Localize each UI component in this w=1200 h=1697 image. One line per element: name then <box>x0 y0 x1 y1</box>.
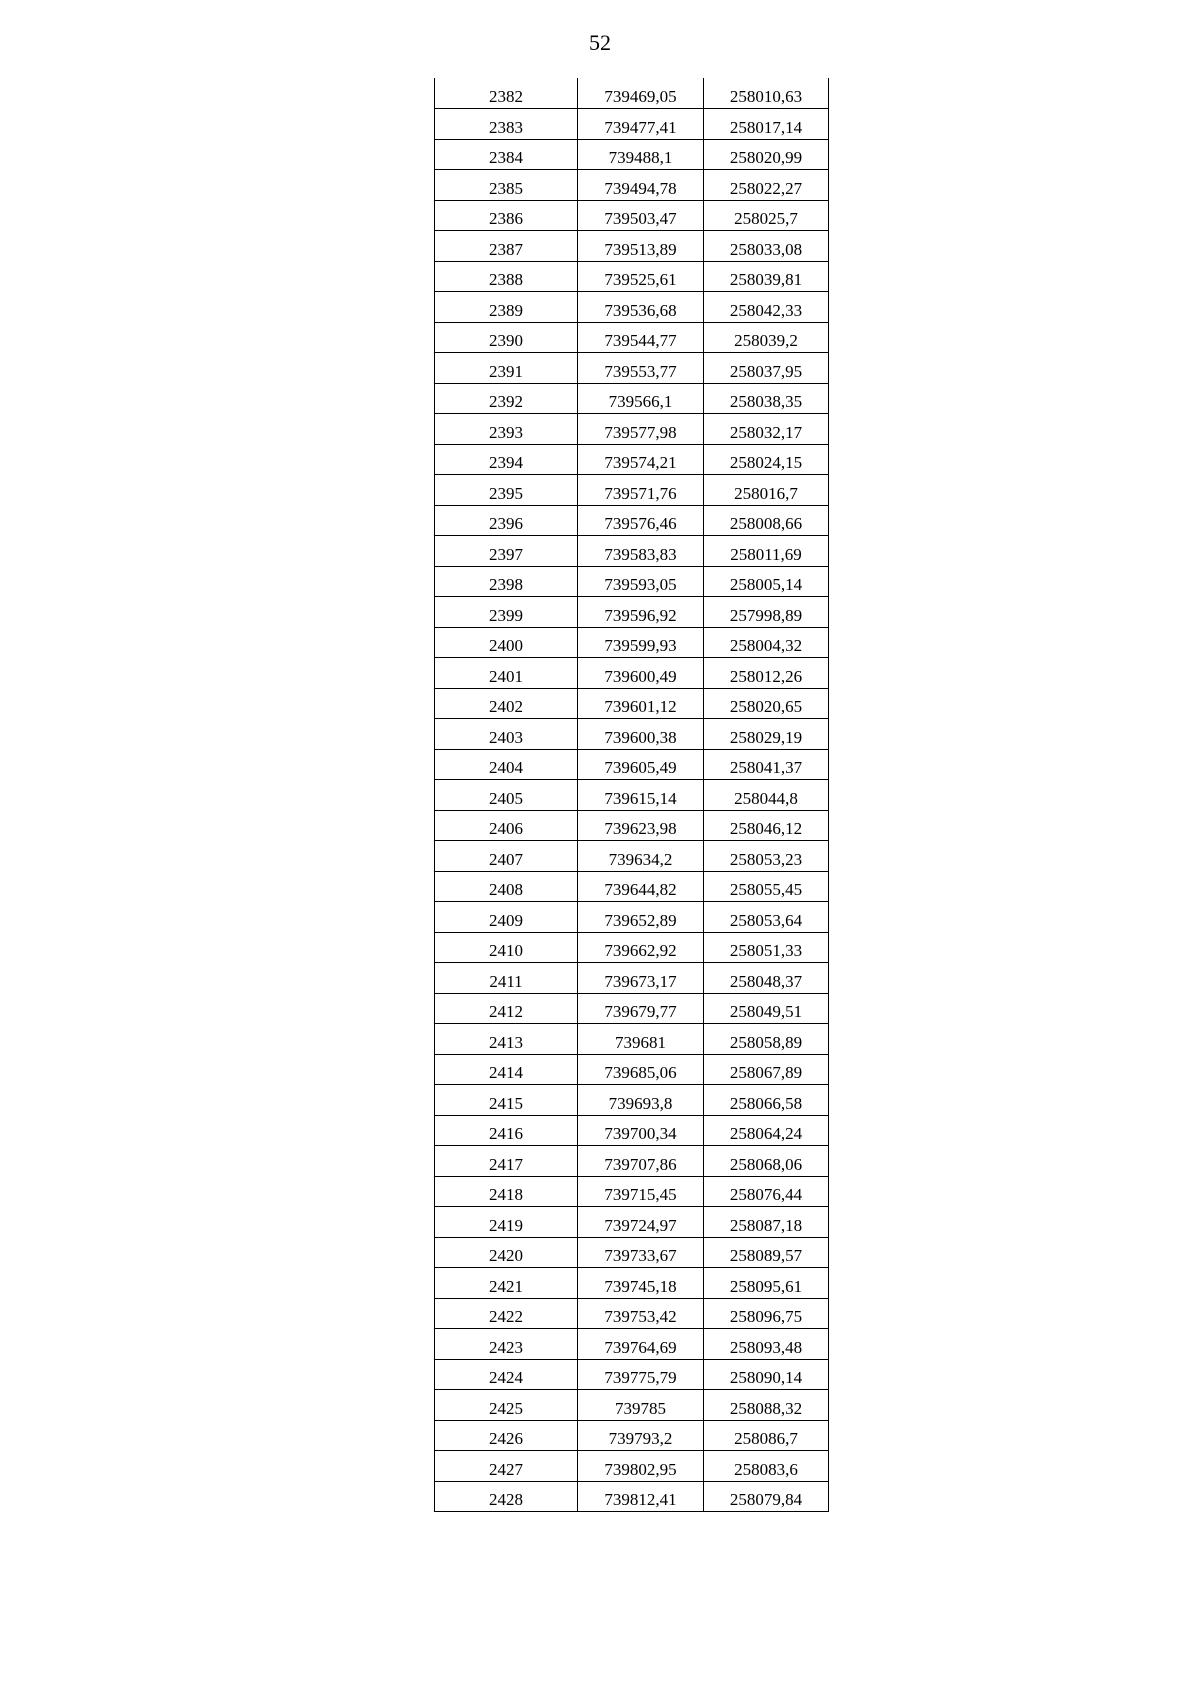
y-coordinate-cell: 258024,15 <box>704 444 829 475</box>
y-coordinate-cell: 258055,45 <box>704 871 829 902</box>
table-row <box>435 810 829 841</box>
point-number-cell: 2391 <box>435 353 578 384</box>
point-number-cell: 2416 <box>435 1115 578 1146</box>
table-row <box>435 963 829 994</box>
x-coordinate-cell: 739513,89 <box>578 231 704 262</box>
table-row <box>435 1237 829 1268</box>
y-coordinate-cell: 258017,14 <box>704 109 829 140</box>
y-coordinate-cell: 257998,89 <box>704 597 829 628</box>
table-row <box>435 688 829 719</box>
point-number-cell: 2396 <box>435 505 578 536</box>
table-row <box>435 261 829 292</box>
x-coordinate-cell: 739599,93 <box>578 627 704 658</box>
x-coordinate-cell: 739707,86 <box>578 1146 704 1177</box>
point-number-cell: 2390 <box>435 322 578 353</box>
point-number-cell: 2398 <box>435 566 578 597</box>
x-coordinate-cell: 739571,76 <box>578 475 704 506</box>
point-number-cell: 2393 <box>435 414 578 445</box>
y-coordinate-cell: 258044,8 <box>704 780 829 811</box>
point-number-cell: 2385 <box>435 170 578 201</box>
point-number-cell: 2387 <box>435 231 578 262</box>
table-row <box>435 1298 829 1329</box>
point-number-cell: 2400 <box>435 627 578 658</box>
point-number-cell: 2412 <box>435 993 578 1024</box>
table-row <box>435 536 829 567</box>
table-row <box>435 1146 829 1177</box>
point-number-cell: 2401 <box>435 658 578 689</box>
point-number-cell: 2394 <box>435 444 578 475</box>
x-coordinate-cell: 739673,17 <box>578 963 704 994</box>
point-number-cell: 2403 <box>435 719 578 750</box>
x-coordinate-cell: 739724,97 <box>578 1207 704 1238</box>
x-coordinate-cell: 739577,98 <box>578 414 704 445</box>
y-coordinate-cell: 258010,63 <box>704 78 829 109</box>
x-coordinate-cell: 739525,61 <box>578 261 704 292</box>
point-number-cell: 2427 <box>435 1451 578 1482</box>
point-number-cell: 2426 <box>435 1420 578 1451</box>
y-coordinate-cell: 258011,69 <box>704 536 829 567</box>
y-coordinate-cell: 258039,81 <box>704 261 829 292</box>
point-number-cell: 2415 <box>435 1085 578 1116</box>
point-number-cell: 2422 <box>435 1298 578 1329</box>
x-coordinate-cell: 739503,47 <box>578 200 704 231</box>
y-coordinate-cell: 258090,14 <box>704 1359 829 1390</box>
table-row <box>435 871 829 902</box>
table-row <box>435 627 829 658</box>
x-coordinate-cell: 739615,14 <box>578 780 704 811</box>
x-coordinate-cell: 739536,68 <box>578 292 704 323</box>
table-row <box>435 1054 829 1085</box>
point-number-cell: 2397 <box>435 536 578 567</box>
point-number-cell: 2382 <box>435 78 578 109</box>
y-coordinate-cell: 258012,26 <box>704 658 829 689</box>
table-row <box>435 1390 829 1421</box>
table-row <box>435 1176 829 1207</box>
x-coordinate-cell: 739605,49 <box>578 749 704 780</box>
x-coordinate-cell: 739488,1 <box>578 139 704 170</box>
x-coordinate-cell: 739745,18 <box>578 1268 704 1299</box>
y-coordinate-cell: 258053,64 <box>704 902 829 933</box>
y-coordinate-cell: 258008,66 <box>704 505 829 536</box>
y-coordinate-cell: 258041,37 <box>704 749 829 780</box>
y-coordinate-cell: 258064,24 <box>704 1115 829 1146</box>
table-row <box>435 1420 829 1451</box>
x-coordinate-cell: 739544,77 <box>578 322 704 353</box>
x-coordinate-cell: 739764,69 <box>578 1329 704 1360</box>
table-row <box>435 780 829 811</box>
y-coordinate-cell: 258020,65 <box>704 688 829 719</box>
table-row <box>435 109 829 140</box>
point-number-cell: 2421 <box>435 1268 578 1299</box>
table-row <box>435 993 829 1024</box>
table-row <box>435 658 829 689</box>
x-coordinate-cell: 739596,92 <box>578 597 704 628</box>
x-coordinate-cell: 739494,78 <box>578 170 704 201</box>
x-coordinate-cell: 739634,2 <box>578 841 704 872</box>
y-coordinate-cell: 258088,32 <box>704 1390 829 1421</box>
point-number-cell: 2404 <box>435 749 578 780</box>
x-coordinate-cell: 739802,95 <box>578 1451 704 1482</box>
table-row <box>435 139 829 170</box>
table-row <box>435 1115 829 1146</box>
table-row <box>435 170 829 201</box>
point-number-cell: 2411 <box>435 963 578 994</box>
y-coordinate-cell: 258025,7 <box>704 200 829 231</box>
table-row <box>435 902 829 933</box>
page-number: 52 <box>589 30 611 55</box>
x-coordinate-cell: 739652,89 <box>578 902 704 933</box>
x-coordinate-cell: 739812,41 <box>578 1481 704 1512</box>
table-row <box>435 231 829 262</box>
point-number-cell: 2388 <box>435 261 578 292</box>
point-number-cell: 2409 <box>435 902 578 933</box>
table-row <box>435 505 829 536</box>
point-number-cell: 2423 <box>435 1329 578 1360</box>
point-number-cell: 2418 <box>435 1176 578 1207</box>
point-number-cell: 2410 <box>435 932 578 963</box>
table-row <box>435 749 829 780</box>
point-number-cell: 2406 <box>435 810 578 841</box>
table-row <box>435 1329 829 1360</box>
y-coordinate-cell: 258051,33 <box>704 932 829 963</box>
table-row <box>435 78 829 109</box>
x-coordinate-cell: 739593,05 <box>578 566 704 597</box>
table-row <box>435 932 829 963</box>
y-coordinate-cell: 258068,06 <box>704 1146 829 1177</box>
y-coordinate-cell: 258037,95 <box>704 353 829 384</box>
point-number-cell: 2424 <box>435 1359 578 1390</box>
point-number-cell: 2425 <box>435 1390 578 1421</box>
x-coordinate-cell: 739700,34 <box>578 1115 704 1146</box>
table-row <box>435 322 829 353</box>
table-row <box>435 292 829 323</box>
x-coordinate-cell: 739600,49 <box>578 658 704 689</box>
x-coordinate-cell: 739693,8 <box>578 1085 704 1116</box>
y-coordinate-cell: 258032,17 <box>704 414 829 445</box>
x-coordinate-cell: 739553,77 <box>578 353 704 384</box>
y-coordinate-cell: 258039,2 <box>704 322 829 353</box>
point-number-cell: 2383 <box>435 109 578 140</box>
table-row <box>435 1085 829 1116</box>
x-coordinate-cell: 739477,41 <box>578 109 704 140</box>
x-coordinate-cell: 739785 <box>578 1390 704 1421</box>
table-row <box>435 1451 829 1482</box>
y-coordinate-cell: 258053,23 <box>704 841 829 872</box>
x-coordinate-cell: 739681 <box>578 1024 704 1055</box>
x-coordinate-cell: 739576,46 <box>578 505 704 536</box>
table-row <box>435 444 829 475</box>
point-number-cell: 2419 <box>435 1207 578 1238</box>
table-row <box>435 414 829 445</box>
x-coordinate-cell: 739623,98 <box>578 810 704 841</box>
coordinates-table <box>434 78 829 1512</box>
table-row <box>435 1359 829 1390</box>
table-row <box>435 475 829 506</box>
point-number-cell: 2407 <box>435 841 578 872</box>
table-row <box>435 383 829 414</box>
point-number-cell: 2414 <box>435 1054 578 1085</box>
x-coordinate-cell: 739469,05 <box>578 78 704 109</box>
point-number-cell: 2389 <box>435 292 578 323</box>
point-number-cell: 2384 <box>435 139 578 170</box>
point-number-cell: 2428 <box>435 1481 578 1512</box>
y-coordinate-cell: 258038,35 <box>704 383 829 414</box>
table-row <box>435 1207 829 1238</box>
table-row <box>435 200 829 231</box>
table-row <box>435 597 829 628</box>
table-row <box>435 353 829 384</box>
y-coordinate-cell: 258095,61 <box>704 1268 829 1299</box>
coordinates-table-body <box>435 78 829 1512</box>
x-coordinate-cell: 739662,92 <box>578 932 704 963</box>
x-coordinate-cell: 739685,06 <box>578 1054 704 1085</box>
y-coordinate-cell: 258093,48 <box>704 1329 829 1360</box>
x-coordinate-cell: 739715,45 <box>578 1176 704 1207</box>
y-coordinate-cell: 258022,27 <box>704 170 829 201</box>
table-row <box>435 1268 829 1299</box>
y-coordinate-cell: 258076,44 <box>704 1176 829 1207</box>
point-number-cell: 2413 <box>435 1024 578 1055</box>
table-row <box>435 1024 829 1055</box>
x-coordinate-cell: 739679,77 <box>578 993 704 1024</box>
x-coordinate-cell: 739775,79 <box>578 1359 704 1390</box>
x-coordinate-cell: 739583,83 <box>578 536 704 567</box>
y-coordinate-cell: 258020,99 <box>704 139 829 170</box>
y-coordinate-cell: 258004,32 <box>704 627 829 658</box>
y-coordinate-cell: 258067,89 <box>704 1054 829 1085</box>
y-coordinate-cell: 258086,7 <box>704 1420 829 1451</box>
point-number-cell: 2386 <box>435 200 578 231</box>
table-row <box>435 1481 829 1512</box>
y-coordinate-cell: 258087,18 <box>704 1207 829 1238</box>
x-coordinate-cell: 739733,67 <box>578 1237 704 1268</box>
y-coordinate-cell: 258033,08 <box>704 231 829 262</box>
x-coordinate-cell: 739793,2 <box>578 1420 704 1451</box>
table-row <box>435 566 829 597</box>
y-coordinate-cell: 258058,89 <box>704 1024 829 1055</box>
y-coordinate-cell: 258048,37 <box>704 963 829 994</box>
y-coordinate-cell: 258079,84 <box>704 1481 829 1512</box>
y-coordinate-cell: 258005,14 <box>704 566 829 597</box>
table-row <box>435 719 829 750</box>
x-coordinate-cell: 739574,21 <box>578 444 704 475</box>
y-coordinate-cell: 258089,57 <box>704 1237 829 1268</box>
y-coordinate-cell: 258096,75 <box>704 1298 829 1329</box>
point-number-cell: 2420 <box>435 1237 578 1268</box>
y-coordinate-cell: 258016,7 <box>704 475 829 506</box>
point-number-cell: 2402 <box>435 688 578 719</box>
x-coordinate-cell: 739566,1 <box>578 383 704 414</box>
y-coordinate-cell: 258042,33 <box>704 292 829 323</box>
point-number-cell: 2417 <box>435 1146 578 1177</box>
x-coordinate-cell: 739644,82 <box>578 871 704 902</box>
point-number-cell: 2399 <box>435 597 578 628</box>
x-coordinate-cell: 739600,38 <box>578 719 704 750</box>
point-number-cell: 2395 <box>435 475 578 506</box>
y-coordinate-cell: 258066,58 <box>704 1085 829 1116</box>
x-coordinate-cell: 739601,12 <box>578 688 704 719</box>
x-coordinate-cell: 739753,42 <box>578 1298 704 1329</box>
table-row <box>435 841 829 872</box>
y-coordinate-cell: 258049,51 <box>704 993 829 1024</box>
y-coordinate-cell: 258046,12 <box>704 810 829 841</box>
point-number-cell: 2405 <box>435 780 578 811</box>
point-number-cell: 2408 <box>435 871 578 902</box>
y-coordinate-cell: 258083,6 <box>704 1451 829 1482</box>
point-number-cell: 2392 <box>435 383 578 414</box>
y-coordinate-cell: 258029,19 <box>704 719 829 750</box>
